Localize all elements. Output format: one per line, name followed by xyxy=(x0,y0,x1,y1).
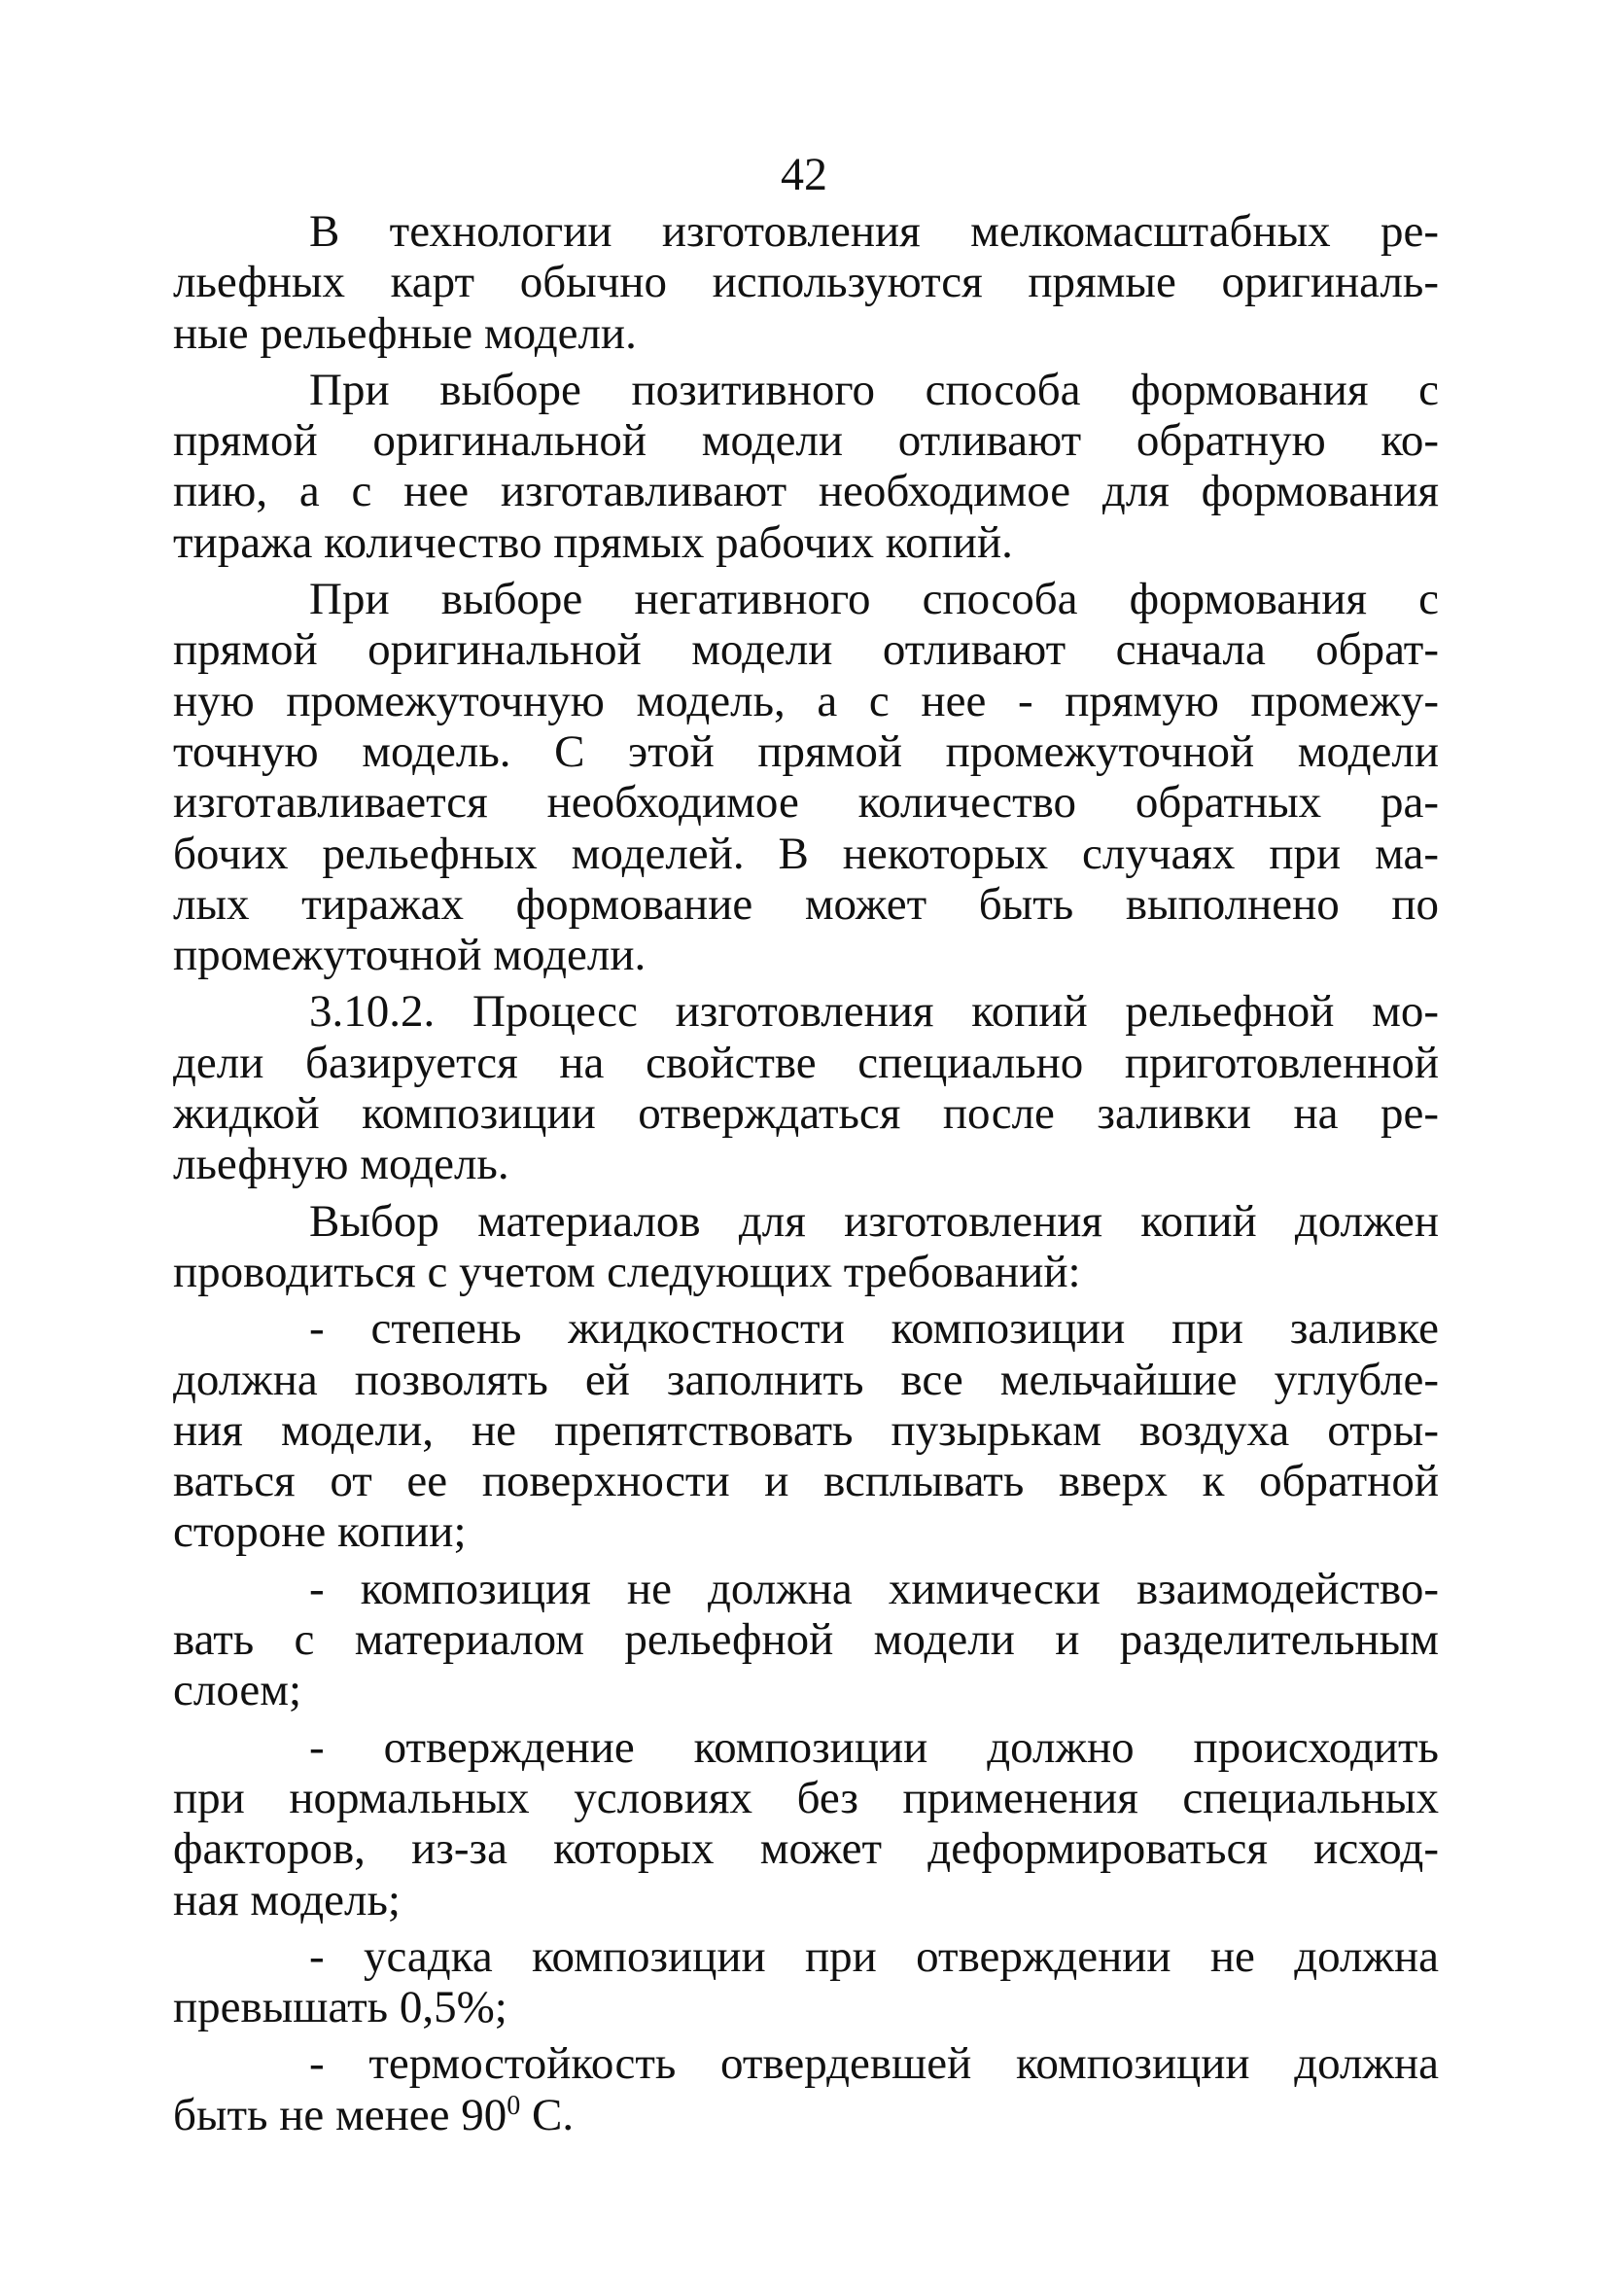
text-line: При выборе позитивного способа формования с xyxy=(309,364,1439,415)
text-line: бочих рельефных моделей. В некоторых случаях при ма- xyxy=(173,828,1439,879)
text-line: - отверждение композиции должно происходить xyxy=(309,1721,1439,1773)
text-line: вать с материалом рельефной модели и разделительным xyxy=(173,1614,1439,1666)
text-line: прямой оригинальной модели отливают сначала обрат- xyxy=(173,624,1439,676)
text-line: ные рельефные модели. xyxy=(173,307,637,359)
list-item xyxy=(173,2038,1439,2140)
text-line xyxy=(173,2090,1439,2140)
text-line: ная модель; xyxy=(173,1874,401,1925)
text-line: льефную модель. xyxy=(173,1139,509,1190)
list-item xyxy=(173,1931,1439,2033)
text-fragment: быть не менее 90 xyxy=(173,2089,507,2140)
text-line: жидкой композиции отверждаться после заливки на ре- xyxy=(173,1088,1439,1140)
text-line: Выбор материалов для изготовления копий должен xyxy=(309,1195,1439,1247)
paragraph xyxy=(173,1196,1439,1298)
text-line: При выборе негативного способа формования с xyxy=(309,574,1439,625)
list-item xyxy=(173,1303,1439,1557)
text-line: - термостойкость отвердевшей композиции должна xyxy=(309,2038,1439,2090)
text-line: точную модель. С этой прямой промежуточной модели xyxy=(173,725,1439,777)
text-line: 3.10.2. Процесс изготовления копий рельефной мо- xyxy=(309,986,1439,1038)
text-line: прямой оригинальной модели отливают обратную ко- xyxy=(173,415,1439,467)
text-line: - композиция не должна химически взаимодейство- xyxy=(309,1563,1439,1614)
text-line: слоем; xyxy=(173,1665,302,1716)
paragraph xyxy=(173,574,1439,980)
body-text xyxy=(173,206,1439,2140)
list-item xyxy=(173,1564,1439,1716)
text-line: промежуточной модели. xyxy=(173,930,647,981)
page-number: 42 xyxy=(781,149,827,200)
text-line: тиража количество прямых рабочих копий. xyxy=(173,516,1013,568)
text-line: проводиться с учетом следующих требований: xyxy=(173,1246,1081,1297)
text-line: дели базируется на свойстве специально приготовленной xyxy=(173,1037,1439,1088)
text-fragment: С. xyxy=(520,2089,575,2140)
list-item xyxy=(173,1722,1439,1925)
text-line: ния модели, не препятствовать пузырькам воздуха отры- xyxy=(173,1404,1439,1456)
paragraph xyxy=(173,365,1439,568)
paragraph xyxy=(173,206,1439,359)
text-line: В технологии изготовления мелкомасштабных ре- xyxy=(309,206,1439,257)
text-line: превышать 0,5%; xyxy=(173,1982,507,2033)
paragraph xyxy=(173,986,1439,1189)
text-line: - усадка композиции при отверждении не должна xyxy=(309,1930,1439,1982)
text-line: должна позволять ей заполнить все мельчайшие углубле- xyxy=(173,1354,1439,1405)
text-line: ную промежуточную модель, а с нее - прямую промежу- xyxy=(173,675,1439,726)
degree-superscript: 0 xyxy=(507,2090,521,2121)
text-line: - степень жидкостности композиции при заливке xyxy=(309,1303,1439,1355)
text-line: лых тиражах формование может быть выполнено по xyxy=(173,878,1439,930)
text-line: стороне копии; xyxy=(173,1506,467,1558)
text-line: факторов, из-за которых может деформироваться исход- xyxy=(173,1823,1439,1875)
text-line: изготавливается необходимое количество обратных ра- xyxy=(173,777,1439,829)
text-line: при нормальных условиях без применения специальных xyxy=(173,1772,1439,1823)
text-line: ваться от ее поверхности и всплывать вверх к обратной xyxy=(173,1456,1439,1507)
text-line: пию, а с нее изготавливают необходимое для формования xyxy=(173,466,1439,517)
text-line: льефных карт обычно используются прямые оригиналь- xyxy=(173,257,1439,308)
